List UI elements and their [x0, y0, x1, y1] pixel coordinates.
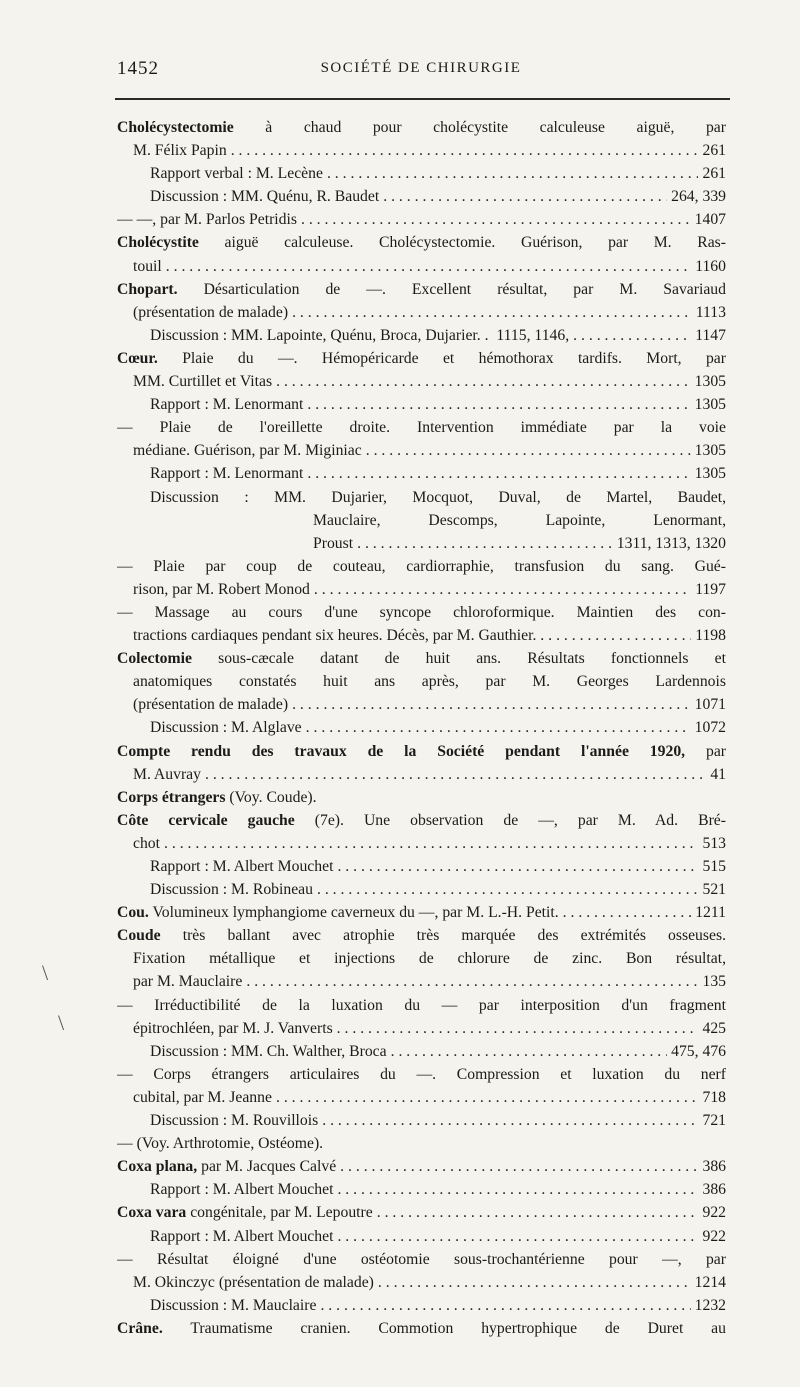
entry-body: — —, par M. Parlos Petridis	[117, 211, 297, 229]
entry-heading: Cœur.	[117, 349, 158, 367]
index-line	[117, 878, 726, 901]
index-line	[117, 578, 726, 601]
entry-text	[150, 1294, 316, 1317]
entry-text	[133, 947, 726, 970]
page-reference: 515	[702, 858, 726, 875]
index-line	[117, 1178, 726, 1201]
entry-body: MM. Curtillet et Vitas	[133, 373, 273, 391]
index-line	[117, 462, 726, 485]
page-reference: 922	[702, 1204, 726, 1222]
leader-dots	[307, 462, 690, 485]
leader-dots	[556, 624, 691, 647]
index-line	[117, 1086, 726, 1109]
page-reference: 425	[702, 1019, 726, 1037]
header-rule	[115, 98, 730, 100]
leader-dots	[337, 1017, 699, 1040]
entry-text	[150, 324, 569, 347]
entry-body: épitrochléen, par M. J. Vanverts	[133, 1019, 333, 1037]
page-reference: 264, 339	[671, 188, 726, 206]
entry-text	[117, 901, 559, 924]
entry-text	[117, 347, 726, 370]
page-reference: 513	[702, 834, 726, 852]
index-line	[117, 509, 726, 532]
entry-body: à chaud pour cholécystite calculeuse aiguë, par	[233, 119, 726, 136]
leader-dots	[301, 208, 691, 231]
entry-body: — Irréductibilité de la luxation du — par interposition d'un fragment	[117, 996, 726, 1014]
entry-body: très ballant avec atrophie très marquée des extrémités osseuses.	[160, 927, 726, 945]
index-line	[117, 439, 726, 462]
index-line	[117, 1225, 726, 1248]
entry-body: Discussion : M. Robineau	[150, 881, 313, 899]
entry-text	[150, 855, 333, 878]
page-reference: 1305	[694, 373, 726, 391]
index-line	[117, 601, 726, 624]
entry-body: cubital, par M. Jeanne	[133, 1088, 272, 1106]
entry-text	[150, 1040, 387, 1063]
page-header	[117, 58, 725, 88]
page-reference: 1305	[694, 442, 726, 460]
page-reference: 1305	[694, 396, 726, 414]
entry-text	[133, 970, 242, 993]
index-line	[117, 162, 726, 185]
entry-body: Discussion : M. Mauclaire	[150, 1296, 317, 1314]
entry-body: Rapport verbal : M. Lecène	[150, 165, 323, 183]
page-reference: 721	[702, 1112, 726, 1130]
entry-text	[133, 1271, 374, 1294]
index-line	[117, 116, 726, 139]
entry-heading: Cou.	[117, 904, 149, 922]
page-reference: 1305	[694, 465, 726, 483]
index-line	[117, 809, 726, 832]
entry-text	[117, 740, 726, 763]
entry-body: — Plaie de l'oreillette droite. Intervention immédiate par la voie	[117, 419, 726, 437]
entry-body: Rapport : M. Lenormant	[150, 396, 304, 414]
page-reference: 1071	[694, 696, 726, 714]
index-line	[117, 370, 726, 393]
entry-body: Discussion : M. Rouvillois	[150, 1112, 319, 1130]
page-reference: 1198	[695, 627, 726, 645]
entry-heading: Côte cervicale gauche	[117, 811, 295, 829]
index-line	[117, 924, 726, 947]
page-reference: 386	[702, 1181, 726, 1199]
margin-mark: \	[42, 960, 49, 985]
entry-text	[133, 763, 201, 786]
entry-text	[313, 532, 353, 555]
index-line	[117, 278, 726, 301]
entry-body: Mauclaire, Descomps, Lapointe, Lenormant,	[313, 511, 726, 529]
index-line	[117, 1040, 726, 1063]
entry-body: Désarticulation de —. Excellent résultat, par M. Savariaud	[177, 280, 726, 298]
entry-text	[133, 139, 227, 162]
index-line	[117, 255, 726, 278]
entry-text	[117, 278, 726, 301]
entry-body: par M. Mauclaire	[133, 973, 243, 991]
leader-dots	[391, 1040, 667, 1063]
page-reference: 521	[702, 881, 726, 899]
entry-body: — Plaie par coup de couteau, cardiorraphie, transfusion du sang. Gué-	[117, 557, 726, 575]
entry-text	[133, 670, 726, 693]
entry-body: — (Voy. Arthrotomie, Ostéome).	[117, 1135, 324, 1153]
margin-mark: \	[58, 1010, 65, 1035]
index-line	[117, 301, 726, 324]
entry-text	[150, 162, 323, 185]
entry-body: Traumatisme cranien. Commotion hypertrophique de Duret au	[162, 1319, 726, 1337]
leader-dots	[563, 901, 692, 924]
index-line	[117, 486, 726, 509]
entry-body: touil	[133, 257, 162, 275]
page-reference: 475, 476	[671, 1042, 726, 1060]
leader-dots	[320, 1294, 690, 1317]
index-line	[117, 139, 726, 162]
index-line	[117, 716, 726, 739]
entry-body: — Corps étrangers articulaires du —. Compression et luxation du nerf	[117, 1065, 726, 1083]
entry-body: (Voy. Coude).	[225, 788, 317, 806]
entry-text	[117, 809, 726, 832]
entry-body: aiguë calculeuse. Cholécystectomie. Guérison, par M. Ras-	[198, 234, 726, 252]
page-reference: 1311, 1313, 1320	[616, 534, 726, 552]
entry-text	[117, 1201, 373, 1224]
entry-body: (présentation de malade)	[133, 303, 289, 321]
entry-body: Rapport : M. Albert Mouchet	[150, 858, 334, 875]
entry-heading: Cholécystite	[117, 234, 199, 252]
entry-text	[133, 301, 288, 324]
entry-text	[117, 924, 726, 947]
leader-dots	[337, 855, 698, 878]
page-reference: 1147	[695, 326, 726, 344]
running-title: SOCIÉTÉ DE CHIRURGIE	[320, 60, 522, 76]
leader-dots	[317, 878, 698, 901]
index-line	[117, 1271, 726, 1294]
entry-body: médiane. Guérison, par M. Miginiac	[133, 442, 362, 460]
entry-text	[117, 647, 726, 670]
leader-dots	[292, 301, 692, 324]
entry-text	[150, 878, 313, 901]
page-reference: 386	[702, 1158, 726, 1176]
entry-body: Discussion : MM. Lapointe, Quénu, Broca, Dujarier. . 1115, 1146,	[150, 326, 570, 344]
index-line	[117, 393, 726, 416]
entry-text	[117, 416, 726, 439]
index-line	[117, 947, 726, 970]
entry-heading: Corps étrangers	[117, 788, 226, 806]
entry-body: Discussion : MM. Quénu, R. Baudet	[150, 188, 380, 206]
entry-body: Discussion : MM. Ch. Walther, Broca	[150, 1042, 387, 1060]
index-line	[117, 693, 726, 716]
entry-heading: Crâne.	[117, 1319, 163, 1337]
leader-dots	[340, 1155, 698, 1178]
entry-body: Discussion : M. Alglave	[150, 719, 302, 737]
page-reference: 261	[702, 142, 726, 160]
entry-text	[117, 231, 726, 254]
entry-body: M. Auvray	[133, 765, 201, 783]
entry-body: Plaie du —. Hémopéricarde et hémothorax tardifs. Mort, par	[157, 349, 726, 367]
entry-body: Proust	[313, 534, 354, 552]
entry-body: tractions cardiaques pendant six heures. Décès, par M. Gauthier. . .	[133, 627, 553, 645]
page-reference: 261	[702, 165, 726, 183]
page-reference: 922	[702, 1227, 726, 1245]
entry-body: Rapport : M. Albert Mouchet	[150, 1181, 334, 1199]
index-line	[117, 1132, 726, 1155]
entry-body: — Massage au cours d'une syncope chloroformique. Maintien des con-	[117, 603, 726, 621]
entry-text	[117, 1063, 726, 1086]
index-entries	[117, 116, 726, 1340]
entry-text	[313, 509, 726, 532]
entry-body: M. Félix Papin	[133, 142, 227, 160]
page-reference: 135	[702, 973, 726, 991]
page-reference: 1072	[694, 719, 726, 737]
entry-body: par M. Jacques Calvé	[197, 1158, 337, 1176]
leader-dots	[322, 1109, 698, 1132]
entry-heading: Coude	[117, 927, 161, 945]
entry-text	[117, 208, 297, 231]
index-line	[117, 970, 726, 993]
index-line	[117, 786, 726, 809]
index-line	[117, 901, 726, 924]
index-line	[117, 555, 726, 578]
entry-text	[133, 693, 288, 716]
entry-text	[150, 1225, 333, 1248]
entry-text	[150, 1109, 318, 1132]
leader-dots	[231, 139, 699, 162]
page-reference: 1211	[695, 904, 726, 922]
index-line	[117, 1155, 726, 1178]
entry-body: — Résultat éloigné d'une ostéotomie sous-trochantérienne pour —, par	[117, 1250, 726, 1268]
entry-text	[133, 439, 362, 462]
leader-dots	[314, 578, 691, 601]
entry-body: congénitale, par M. Lepoutre	[186, 1204, 373, 1222]
index-line	[117, 532, 726, 555]
leader-dots	[383, 185, 667, 208]
page-reference: 1160	[695, 257, 726, 275]
entry-text	[133, 370, 272, 393]
index-line	[117, 347, 726, 370]
entry-text	[150, 185, 379, 208]
entry-text	[117, 555, 726, 578]
page-number: 1452	[117, 58, 159, 79]
index-line	[117, 647, 726, 670]
leader-dots	[337, 1178, 698, 1201]
entry-text	[133, 1017, 333, 1040]
entry-text	[133, 624, 552, 647]
entry-body: Rapport : M. Lenormant	[150, 465, 304, 483]
leader-dots	[164, 832, 698, 855]
entry-body: chot	[133, 834, 161, 852]
leader-dots	[276, 1086, 699, 1109]
leader-dots	[246, 970, 698, 993]
entry-body: Rapport : M. Albert Mouchet	[150, 1227, 334, 1245]
entry-text	[133, 578, 310, 601]
entry-text	[117, 786, 317, 809]
index-line	[117, 1248, 726, 1271]
entry-text	[117, 1317, 726, 1340]
index-line	[117, 416, 726, 439]
index-line	[117, 1109, 726, 1132]
entry-text	[150, 462, 303, 485]
entry-body: rison, par M. Robert Monod	[133, 580, 310, 598]
entry-body: Fixation métallique et injections de chlorure de zinc. Bon résultat,	[133, 950, 726, 968]
entry-heading: Compte rendu des travaux de la Société pendant l'année 1920,	[117, 742, 686, 760]
leader-dots	[306, 716, 691, 739]
entry-body: M. Okinczyc (présentation de malade)	[133, 1273, 374, 1291]
leader-dots	[377, 1201, 699, 1224]
entry-body: par	[685, 742, 726, 760]
index-line	[117, 832, 726, 855]
entry-heading: Coxa plana,	[117, 1158, 198, 1176]
entry-body: sous-cæcale datant de huit ans. Résultats fonctionnels et	[191, 650, 726, 668]
entry-text	[133, 255, 162, 278]
entry-text	[133, 832, 160, 855]
leader-dots	[276, 370, 691, 393]
entry-text	[117, 1132, 323, 1155]
page-reference: 1214	[694, 1273, 726, 1291]
entry-text	[117, 994, 726, 1017]
index-line	[117, 670, 726, 693]
leader-dots	[337, 1225, 698, 1248]
entry-text	[117, 601, 726, 624]
entry-text	[117, 1248, 726, 1271]
leader-dots	[378, 1271, 691, 1294]
leader-dots	[573, 324, 691, 347]
entry-body: Volumineux lymphangiome caverneux du —, par M. L.-H. Petit.	[148, 904, 559, 922]
index-line	[117, 208, 726, 231]
entry-text	[117, 116, 726, 139]
entry-body: Discussion : MM. Dujarier, Mocquot, Duval, de Martel, Baudet,	[150, 488, 726, 506]
page-reference: 1407	[694, 211, 726, 229]
entry-text	[150, 1178, 333, 1201]
index-line	[117, 324, 726, 347]
leader-dots	[307, 393, 690, 416]
index-line	[117, 185, 726, 208]
entry-text	[150, 486, 726, 509]
page-reference: 1232	[694, 1296, 726, 1314]
entry-body: anatomiques constatés huit ans après, par M. Georges Lardennois	[133, 673, 726, 691]
index-line	[117, 1017, 726, 1040]
leader-dots	[357, 532, 613, 555]
leader-dots	[205, 763, 706, 786]
index-line	[117, 740, 726, 763]
entry-body: (présentation de malade)	[133, 696, 289, 714]
index-line	[117, 1317, 726, 1340]
page-reference: 1197	[695, 580, 726, 598]
entry-heading: Cholécystectomie	[117, 119, 234, 136]
entry-heading: Chopart.	[117, 280, 178, 298]
index-line	[117, 1201, 726, 1224]
entry-text	[150, 716, 302, 739]
page-reference: 718	[702, 1088, 726, 1106]
leader-dots	[366, 439, 691, 462]
leader-dots	[327, 162, 699, 185]
index-line	[117, 763, 726, 786]
page-reference: 41	[710, 765, 726, 783]
index-line	[117, 1063, 726, 1086]
index-line	[117, 624, 726, 647]
index-line	[117, 855, 726, 878]
entry-heading: Colectomie	[117, 650, 192, 668]
page-reference: 1113	[695, 303, 726, 321]
leader-dots	[166, 255, 691, 278]
leader-dots	[292, 693, 691, 716]
entry-heading: Coxa vara	[117, 1204, 187, 1222]
entry-text	[150, 393, 303, 416]
entry-body: (7e). Une observation de —, par M. Ad. Bré-	[294, 811, 726, 829]
index-line	[117, 994, 726, 1017]
entry-text	[117, 1155, 336, 1178]
index-line	[117, 1294, 726, 1317]
index-line	[117, 231, 726, 254]
entry-text	[133, 1086, 272, 1109]
